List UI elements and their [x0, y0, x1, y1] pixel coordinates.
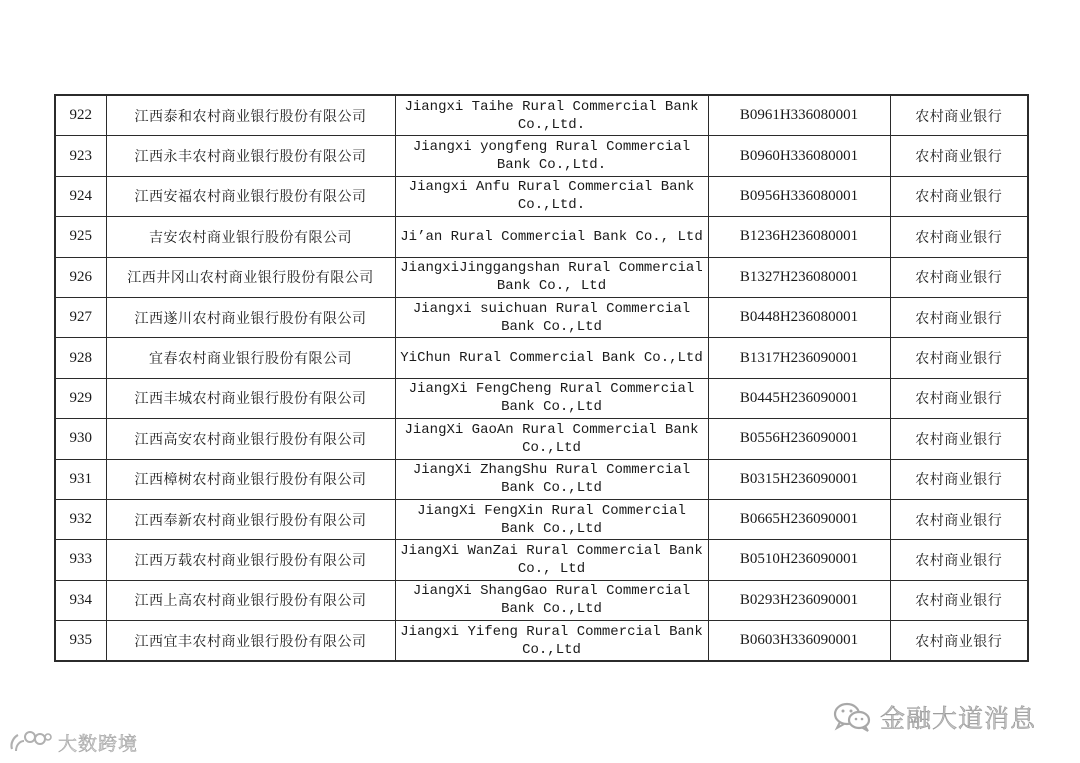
table-row [55, 419, 1028, 459]
bank-name-chinese: 江西樟树农村商业银行股份有限公司 [106, 459, 395, 499]
institution-code: B0665H236090001 [708, 499, 890, 539]
bank-name-chinese: 江西遂川农村商业银行股份有限公司 [106, 297, 395, 337]
table-row [55, 621, 1028, 662]
bank-name-chinese: 江西万载农村商业银行股份有限公司 [106, 540, 395, 580]
institution-type: 农村商业银行 [890, 136, 1028, 176]
institution-type: 农村商业银行 [890, 176, 1028, 216]
bank-name-english: Jiangxi Taihe Rural Commercial Bank Co.,Ltd. [395, 95, 708, 136]
bank-name-chinese: 江西上高农村商业银行股份有限公司 [106, 580, 395, 620]
bank-name-english: Jiangxi Anfu Rural Commercial Bank Co.,Ltd. [395, 176, 708, 216]
bank-list-table [54, 94, 1029, 662]
bank-name-english: Ji’an Rural Commercial Bank Co., Ltd [395, 217, 708, 257]
institution-type: 农村商业银行 [890, 378, 1028, 418]
institution-code: B0603H336090001 [708, 621, 890, 662]
weibo-icon [8, 729, 52, 755]
bank-name-english: JiangXi WanZai Rural Commercial Bank Co., Ltd [395, 540, 708, 580]
institution-type: 农村商业银行 [890, 459, 1028, 499]
institution-code: B0960H336080001 [708, 136, 890, 176]
row-number: 926 [55, 257, 106, 297]
wechat-watermark-text: 金融大道消息 [880, 704, 1037, 733]
institution-code: B0556H236090001 [708, 419, 890, 459]
institution-code: B0293H236090001 [708, 580, 890, 620]
bank-name-english: JiangXi GaoAn Rural Commercial Bank Co.,Ltd [395, 419, 708, 459]
wechat-watermark [832, 697, 1036, 737]
bank-name-english: JiangXi FengXin Rural Commercial Bank Co.,Ltd [395, 499, 708, 539]
table-row [55, 378, 1028, 418]
row-number: 931 [55, 459, 106, 499]
table-row [55, 540, 1028, 580]
bank-name-chinese: 江西泰和农村商业银行股份有限公司 [106, 95, 395, 136]
row-number: 930 [55, 419, 106, 459]
institution-type: 农村商业银行 [890, 499, 1028, 539]
bank-name-chinese: 江西丰城农村商业银行股份有限公司 [106, 378, 395, 418]
institution-type: 农村商业银行 [890, 580, 1028, 620]
table-row [55, 136, 1028, 176]
institution-code: B0315H236090001 [708, 459, 890, 499]
institution-type: 农村商业银行 [890, 338, 1028, 378]
row-number: 922 [55, 95, 106, 136]
row-number: 932 [55, 499, 106, 539]
row-number: 935 [55, 621, 106, 662]
bank-name-chinese: 江西井冈山农村商业银行股份有限公司 [106, 257, 395, 297]
bank-name-english: Jiangxi Yifeng Rural Commercial Bank Co.,Ltd [395, 621, 708, 662]
table-row [55, 297, 1028, 337]
institution-type: 农村商业银行 [890, 217, 1028, 257]
table-row [55, 95, 1028, 136]
institution-code: B1236H236080001 [708, 217, 890, 257]
institution-type: 农村商业银行 [890, 540, 1028, 580]
table-row [55, 176, 1028, 216]
table-row [55, 580, 1028, 620]
institution-type: 农村商业银行 [890, 297, 1028, 337]
institution-code: B1327H236080001 [708, 257, 890, 297]
institution-code: B0448H236080001 [708, 297, 890, 337]
row-number: 929 [55, 378, 106, 418]
bank-name-chinese: 江西永丰农村商业银行股份有限公司 [106, 136, 395, 176]
institution-type: 农村商业银行 [890, 95, 1028, 136]
bank-name-english: JiangxiJinggangshan Rural Commercial Bank Co., Ltd [395, 257, 708, 297]
institution-code: B0961H336080001 [708, 95, 890, 136]
bank-name-english: Jiangxi suichuan Rural Commercial Bank Co.,Ltd [395, 297, 708, 337]
table-row [55, 499, 1028, 539]
table-row [55, 217, 1028, 257]
institution-code: B0445H236090001 [708, 378, 890, 418]
bank-name-chinese: 宜春农村商业银行股份有限公司 [106, 338, 395, 378]
table-row [55, 257, 1028, 297]
row-number: 933 [55, 540, 106, 580]
bank-name-english: JiangXi FengCheng Rural Commercial Bank Co.,Ltd [395, 378, 708, 418]
bank-name-chinese: 江西高安农村商业银行股份有限公司 [106, 419, 395, 459]
institution-code: B0510H236090001 [708, 540, 890, 580]
row-number: 925 [55, 217, 106, 257]
weibo-watermark-text: 大数跨境 [58, 732, 139, 755]
table-body [55, 95, 1028, 661]
table-row [55, 459, 1028, 499]
institution-type: 农村商业银行 [890, 419, 1028, 459]
institution-code: B0956H336080001 [708, 176, 890, 216]
bank-name-english: JiangXi ZhangShu Rural Commercial Bank Co.,Ltd [395, 459, 708, 499]
wechat-icon [832, 700, 872, 734]
bank-name-chinese: 江西安福农村商业银行股份有限公司 [106, 176, 395, 216]
weibo-watermark [8, 727, 138, 757]
institution-type: 农村商业银行 [890, 257, 1028, 297]
bank-name-chinese: 江西奉新农村商业银行股份有限公司 [106, 499, 395, 539]
row-number: 924 [55, 176, 106, 216]
row-number: 923 [55, 136, 106, 176]
bank-name-english: YiChun Rural Commercial Bank Co.,Ltd [395, 338, 708, 378]
bank-name-english: Jiangxi yongfeng Rural Commercial Bank Co.,Ltd. [395, 136, 708, 176]
bank-name-english: JiangXi ShangGao Rural Commercial Bank Co.,Ltd [395, 580, 708, 620]
row-number: 934 [55, 580, 106, 620]
institution-type: 农村商业银行 [890, 621, 1028, 662]
bank-name-chinese: 吉安农村商业银行股份有限公司 [106, 217, 395, 257]
row-number: 927 [55, 297, 106, 337]
row-number: 928 [55, 338, 106, 378]
table-row [55, 338, 1028, 378]
bank-name-chinese: 江西宜丰农村商业银行股份有限公司 [106, 621, 395, 662]
institution-code: B1317H236090001 [708, 338, 890, 378]
